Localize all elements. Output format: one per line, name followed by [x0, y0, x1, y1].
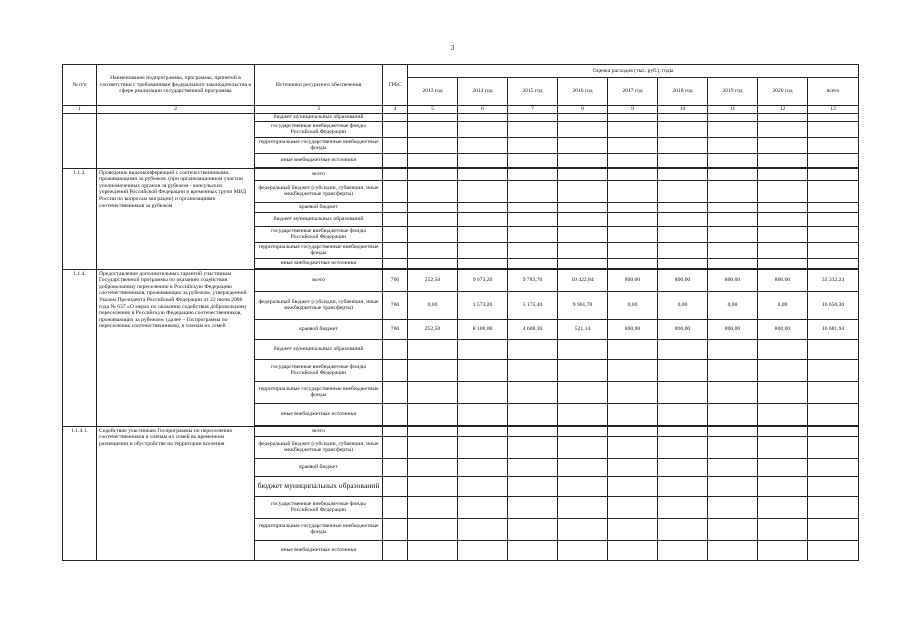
table-row — [63, 168, 859, 180]
value-cell: 800,00 — [758, 319, 808, 339]
source-label: иные внебюджетные источники — [255, 403, 383, 425]
source-label: всего — [255, 269, 383, 291]
section-name: Предоставление дополнительных гарантий участникам Государственной программы по оказанию содействия добровольному переселению в Российскую Федерацию соотечественников, проживающих за рубежом, утвержденной Указом Президента Российской Федерации от 22 июня 2006 года № 637 «О мерах по оказанию содействия добровольному переселению в Российскую Федерацию соотечественников, проживающих за рубежом» (далее – Госпрограмма по переселению соотечественников), и членам их семей — [97, 269, 255, 426]
source-label: территориальные государственные внебюджетные фонды — [255, 381, 383, 403]
value-cell: 1 573,20 — [458, 291, 508, 319]
column-number: 12 — [758, 106, 808, 114]
column-number: 1 — [63, 106, 97, 114]
source-label: краевой бюджет — [255, 458, 383, 476]
column-number: 8 — [558, 106, 608, 114]
source-label: федеральный бюджет (субсидии, субвенции, иные межбюджетные трансферты) — [255, 436, 383, 458]
table-row — [63, 426, 859, 436]
cell-empty — [97, 113, 255, 168]
source-label: бюджет муниципальных образований — [255, 476, 383, 496]
source-label: всего — [255, 426, 383, 436]
source-label: бюджет муниципальных образований — [255, 212, 383, 226]
value-cell: 0,00 — [708, 291, 758, 319]
total-cell: 16 681,94 — [808, 319, 859, 339]
source-label: федеральный бюджет (субсидии, субвенции, иные межбюджетные трансферты) — [255, 291, 383, 319]
total-cell: 33 332,24 — [808, 269, 859, 291]
column-numbers-row — [63, 106, 859, 114]
header-year: 2018 год — [658, 78, 708, 106]
value-cell: 521,14 — [558, 319, 608, 339]
source-label: иные внебюджетные источники — [255, 153, 383, 167]
value-cell: 800,00 — [658, 319, 708, 339]
column-number: 7 — [508, 106, 558, 114]
column-number: 11 — [708, 106, 758, 114]
value-cell: 0,00 — [608, 291, 658, 319]
header-col-source: Источники ресурсного обеспечения — [255, 65, 383, 106]
source-label: краевой бюджет — [255, 319, 383, 339]
section-id: 1.1.3. — [63, 168, 97, 269]
value-cell: 800,00 — [608, 319, 658, 339]
grbs-code: 760 — [383, 319, 408, 339]
value-cell: 10 422,84 — [558, 269, 608, 291]
budget-table — [62, 64, 859, 561]
header-year: 2020 год — [758, 78, 808, 106]
source-label: бюджет муниципальных образований — [255, 339, 383, 359]
column-number: 13 — [808, 106, 859, 114]
page-number: 3 — [450, 44, 455, 52]
column-number: 9 — [608, 106, 658, 114]
column-number: 6 — [458, 106, 508, 114]
source-label: иные внебюджетные источники — [255, 258, 383, 268]
source-label: иные внебюджетные источники — [255, 540, 383, 560]
value-cell: 800,00 — [708, 269, 758, 291]
header-year: 2014 год — [458, 78, 508, 106]
source-label: территориальные государственные внебюджетные фонды — [255, 137, 383, 153]
value-cell: 9 673,20 — [458, 269, 508, 291]
source-label: государственные внебюджетные фонды Российской Федерации — [255, 121, 383, 137]
value-cell: 252,50 — [408, 319, 458, 339]
header-col-estimate: Оценка расходов (тыс. руб.), годы — [408, 65, 859, 78]
column-number: 3 — [255, 106, 383, 114]
header-col-name: Наименование подпрограммы, программы, принятой в соответствии с требованиями федерального законодательства в сфере реализации государственной программы — [97, 65, 255, 106]
value-cell: 0,00 — [408, 291, 458, 319]
value-cell: 800,00 — [608, 269, 658, 291]
value-cell: 800,00 — [708, 319, 758, 339]
section-name: Проведение видеоконференций с соотечественниками, проживающими за рубежом, (при организационном участии уполномоченных органов за рубежом - консульских учреждений Российской Федерации и временных групп МВД России по вопросам миграции) и организациями соотечественников за рубежом — [97, 168, 255, 269]
table-row — [63, 113, 859, 121]
value-cell: 8 100,00 — [458, 319, 508, 339]
cell-empty — [63, 113, 97, 168]
value-cell: 800,00 — [758, 269, 808, 291]
header-col-num: № п/п — [63, 65, 97, 106]
header-year: 2017 год — [608, 78, 658, 106]
value-cell: 4 608,30 — [508, 319, 558, 339]
grbs-code: 760 — [383, 291, 408, 319]
section-id: 1.1.4. — [63, 269, 97, 426]
header-col-grbs: ГРБС — [383, 65, 408, 106]
grbs-code: 760 — [383, 269, 408, 291]
header-year: 2013 год — [408, 78, 458, 106]
source-label: государственные внебюджетные фонды Российской Федерации — [255, 359, 383, 381]
source-label: государственные внебюджетные фонды Российской Федерации — [255, 226, 383, 242]
value-cell: 9 783,70 — [508, 269, 558, 291]
source-label: территориальные государственные внебюджетные фонды — [255, 242, 383, 258]
column-number: 4 — [383, 106, 408, 114]
column-number: 2 — [97, 106, 255, 114]
header-year: 2019 год — [708, 78, 758, 106]
source-label: бюджет муниципальных образований — [255, 113, 383, 121]
value-cell: 9 901,70 — [558, 291, 608, 319]
source-label: государственные внебюджетные фонды Российской Федерации — [255, 496, 383, 518]
header-year: 2015 год — [508, 78, 558, 106]
source-label: федеральный бюджет (субсидии, субвенции, иные межбюджетные трансферты) — [255, 180, 383, 202]
source-label: краевой бюджет — [255, 202, 383, 212]
table-row — [63, 269, 859, 291]
total-cell: 16 650,30 — [808, 291, 859, 319]
header-total: всего — [808, 78, 859, 106]
header-row — [63, 65, 859, 78]
value-cell: 0,00 — [758, 291, 808, 319]
column-number: 10 — [658, 106, 708, 114]
column-number: 5 — [408, 106, 458, 114]
value-cell: 0,00 — [658, 291, 708, 319]
value-cell: 5 175,40 — [508, 291, 558, 319]
section-id: 1.1.4.1. — [63, 426, 97, 561]
section-name: Содействие участникам Госпрограммы по переселению соотечественников и членам их семей во временном размещении и обустройстве на территории вселения — [97, 426, 255, 561]
value-cell: 252,50 — [408, 269, 458, 291]
source-label: всего — [255, 168, 383, 180]
source-label: территориальные государственные внебюджетные фонды — [255, 518, 383, 540]
value-cell: 800,00 — [658, 269, 708, 291]
header-year: 2016 год — [558, 78, 608, 106]
